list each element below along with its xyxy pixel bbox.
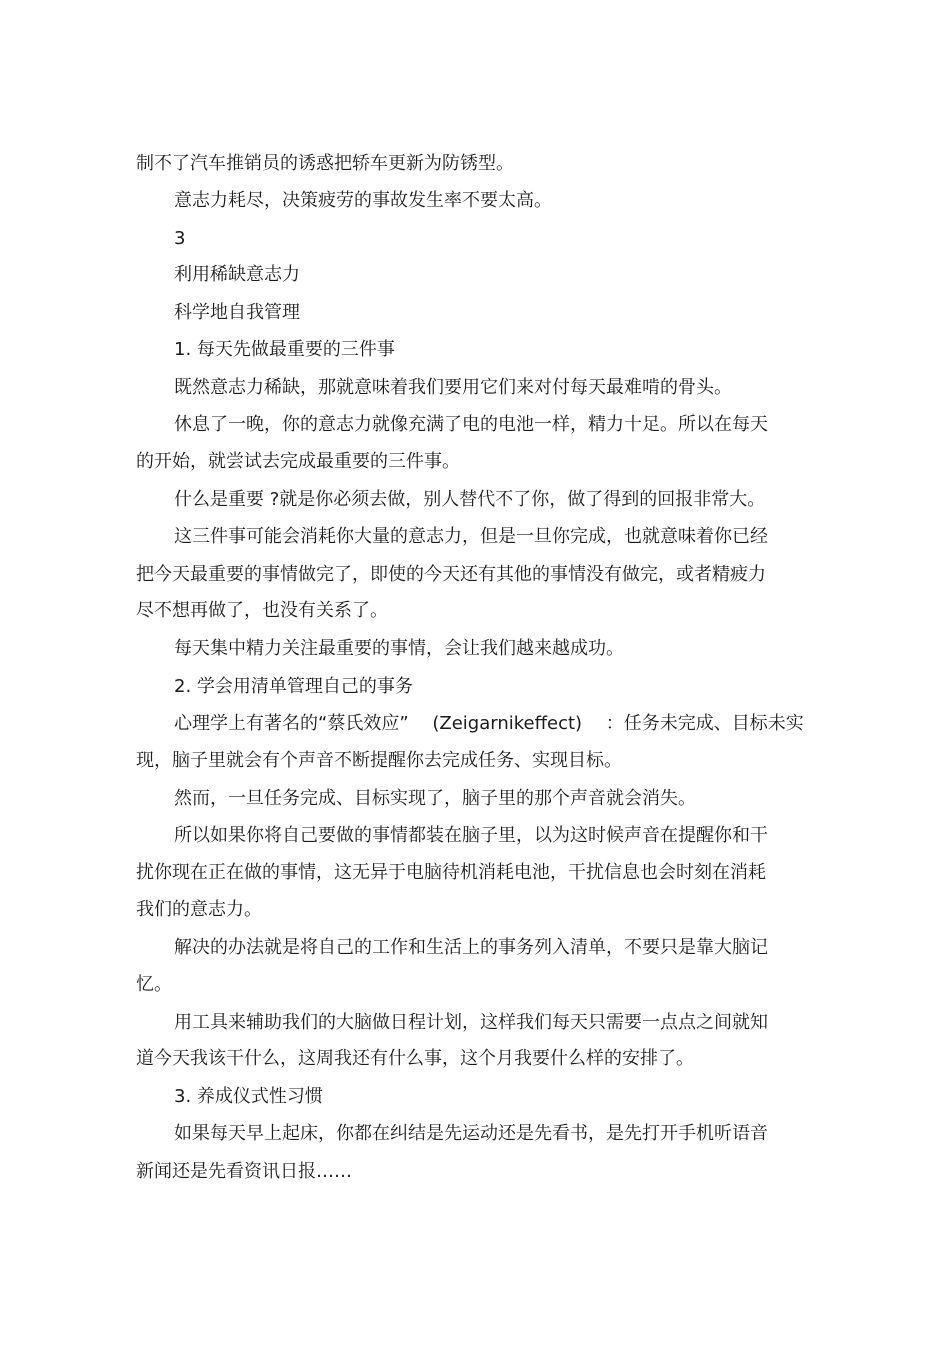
section-heading: 利用稀缺意志力 bbox=[174, 264, 300, 285]
paragraph-line: 然而，一旦任务完成、目标实现了，脑子里的那个声音就会消失。 bbox=[174, 788, 696, 809]
paragraph-line: 意志力耗尽，决策疲劳的事故发生率不要太高。 bbox=[174, 190, 552, 211]
subheading: 2. 学会用清单管理自己的事务 bbox=[174, 676, 413, 697]
paragraph-line: 道今天我该干什么，这周我还有什么事，这个月我要什么样的安排了。 bbox=[136, 1048, 694, 1069]
paragraph-line: 制不了汽车推销员的诱惑把轿车更新为防锈型。 bbox=[136, 153, 514, 174]
section-heading: 科学地自我管理 bbox=[174, 302, 300, 323]
paragraph-line: 什么是重要 ?就是你必须去做，别人替代不了你，做了得到的回报非常大。 bbox=[174, 489, 766, 510]
section-number: 3 bbox=[174, 228, 186, 249]
subheading: 1. 每天先做最重要的三件事 bbox=[174, 339, 395, 360]
paragraph-line: 心理学上有著名的“蔡氏效应” (Zeigarnikeffect) ：任务未完成、目标未实 bbox=[174, 713, 804, 734]
paragraph-line: 新闻还是先看资讯日报…… bbox=[136, 1161, 352, 1182]
paragraph-line: 现，脑子里就会有个声音不断提醒你去完成任务、实现目标。 bbox=[136, 750, 622, 771]
paragraph-line: 既然意志力稀缺，那就意味着我们要用它们来对付每天最难啃的骨头。 bbox=[174, 377, 732, 398]
paragraph-line: 休息了一晚，你的意志力就像充满了电的电池一样，精力十足。所以在每天 bbox=[174, 414, 768, 435]
paragraph-line: 尽不想再做了，也没有关系了。 bbox=[136, 600, 388, 621]
paragraph-line: 如果每天早上起床，你都在纠结是先运动还是先看书，是先打开手机听语音 bbox=[174, 1123, 768, 1144]
paragraph-line: 把今天最重要的事情做完了，即使的今天还有其他的事情没有做完，或者精疲力 bbox=[136, 564, 766, 585]
paragraph-line: 每天集中精力关注最重要的事情，会让我们越来越成功。 bbox=[174, 638, 624, 659]
paragraph-line: 所以如果你将自己要做的事情都装在脑子里，以为这时候声音在提醒你和干 bbox=[174, 825, 768, 846]
paragraph-line: 解决的办法就是将自己的工作和生活上的事务列入清单，不要只是靠大脑记 bbox=[174, 937, 768, 958]
paragraph-line: 这三件事可能会消耗你大量的意志力，但是一旦你完成，也就意味着你已经 bbox=[174, 526, 768, 547]
paragraph-line: 忆。 bbox=[136, 974, 172, 995]
paragraph-line: 我们的意志力。 bbox=[136, 899, 262, 920]
paragraph-line: 的开始，就尝试去完成最重要的三件事。 bbox=[136, 451, 460, 472]
subheading: 3. 养成仪式性习惯 bbox=[174, 1086, 323, 1107]
paragraph-line: 扰你现在正在做的事情，这无异于电脑待机消耗电池，干扰信息也会时刻在消耗 bbox=[136, 862, 766, 883]
paragraph-line: 用工具来辅助我们的大脑做日程计划，这样我们每天只需要一点点之间就知 bbox=[174, 1012, 768, 1033]
